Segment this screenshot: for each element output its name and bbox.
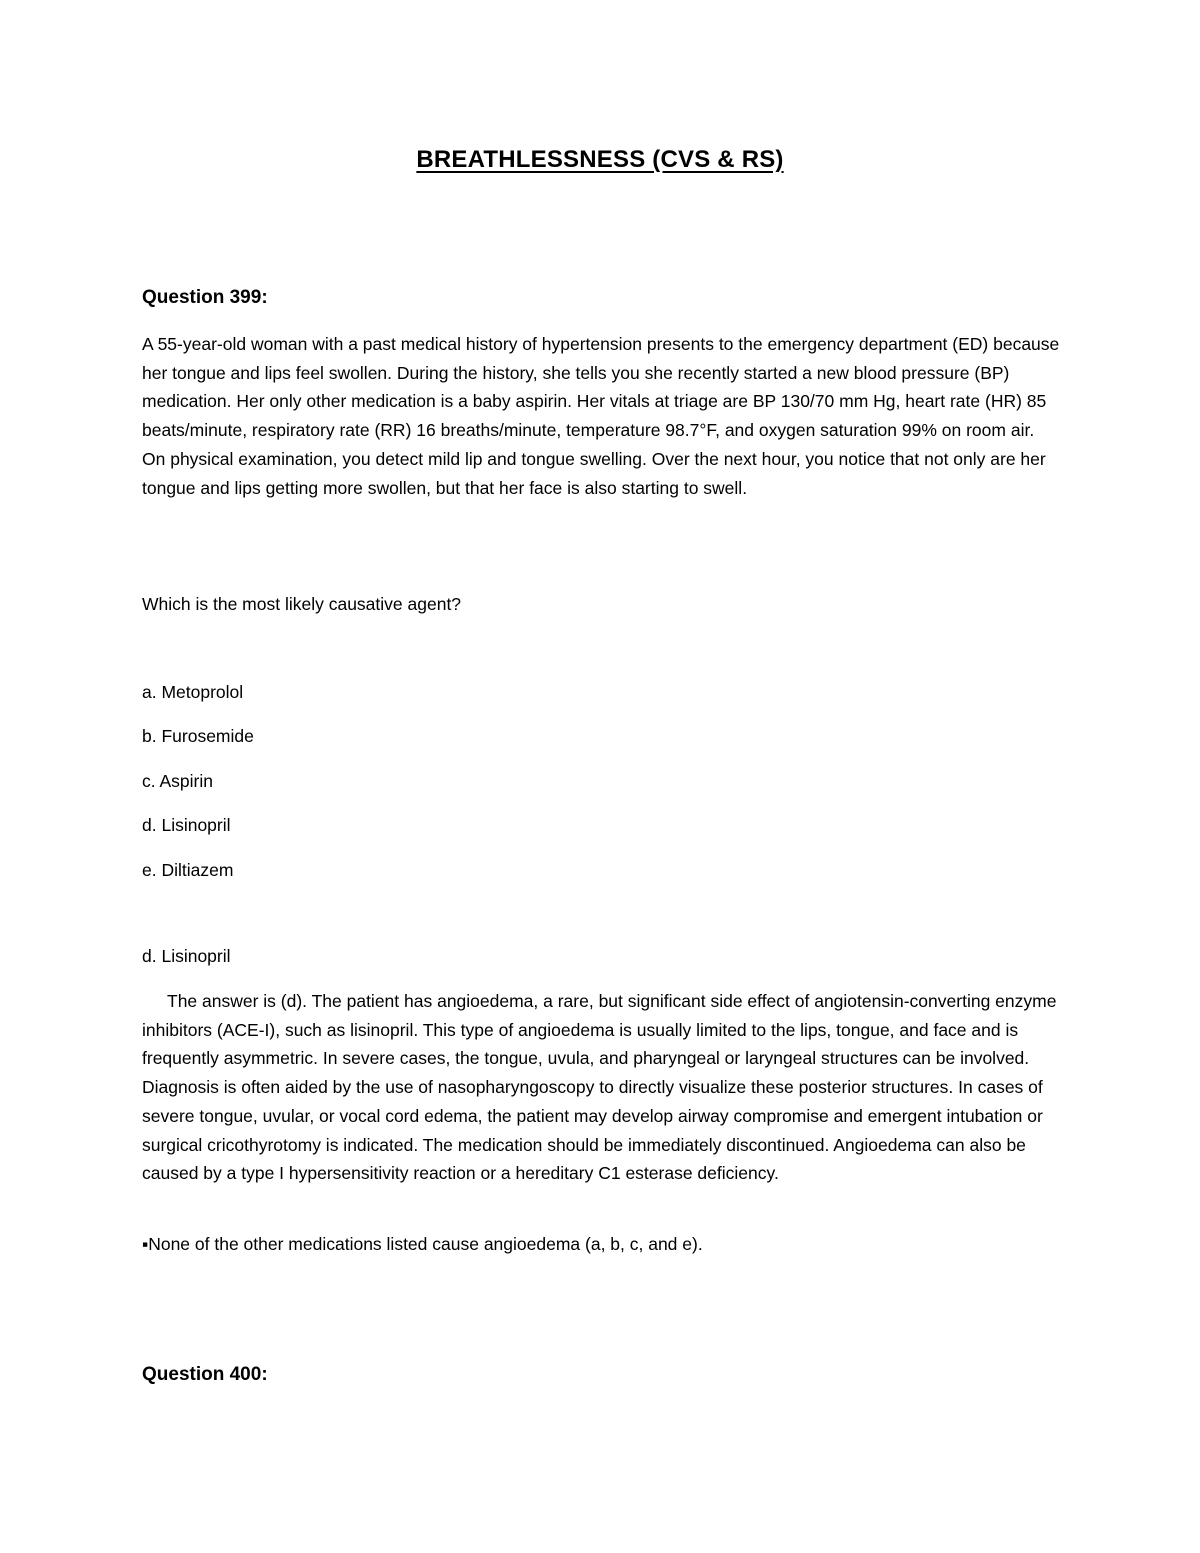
answer-options [142, 678, 254, 900]
question-heading: Question 400: [142, 1364, 268, 1385]
option-d: d. Lisinopril [142, 815, 231, 836]
option-b: b. Furosemide [142, 726, 254, 747]
answer-label: d. Lisinopril [142, 946, 231, 966]
option-a: a. Metoprolol [142, 682, 244, 702]
answer-explanation: The answer is (d). The patient has angioedema, a rare, but significant side effect of angiotensin-converting enzyme inhibitors (ACE-I), such as lisinopril. This type of angioedema is usually limited to the lips, tongue, and face and is frequently asymmetric. In severe cases, the tongue, uvula, and pharyngeal or laryngeal structures can be involved. Diagnosis is often aided by the use of nasopharyngoscopy to directly visualize these posterior structures. In cases of severe tongue, uvular, or vocal cord edema, the patient may develop airway compromise and emergent intubation or surgical cricothyrotomy is indicated. The medication should be immediately discontinued. Angioedema can also be caused by a type I hypersensitivity reaction or a hereditary C1 esterase deficiency. [142, 991, 1057, 1184]
option-c: c. Aspirin [142, 770, 213, 791]
question-heading: Question 399: [142, 287, 268, 308]
option-e: e. Diltiazem [142, 859, 234, 880]
explanation-note: ▪None of the other medications listed cause angioedema (a, b, c, and e). [142, 1234, 703, 1254]
question-prompt: Which is the most likely causative agent? [142, 594, 462, 614]
question-stem: A 55-year-old woman with a past medical history of hypertension presents to the emergency department (ED) because her tongue and lips feel swollen. During the history, she tells you she recently started a new blood pressure (BP) medication. Her only other medication is a baby aspirin. Her vitals at triage are BP 130/70 mm Hg, heart rate (HR) 85 beats/minute, respiratory rate (RR) 16 breaths/minute, temperature 98.7°F, and oxygen saturation 99% on room air. On physical examination, you detect mild lip and tongue swelling. Over the next hour, you notice that not only are her tongue and lips getting more swollen, but that her face is also starting to swell. [142, 334, 1060, 498]
document-title: BREATHLESSNESS (CVS & RS) [416, 146, 784, 173]
